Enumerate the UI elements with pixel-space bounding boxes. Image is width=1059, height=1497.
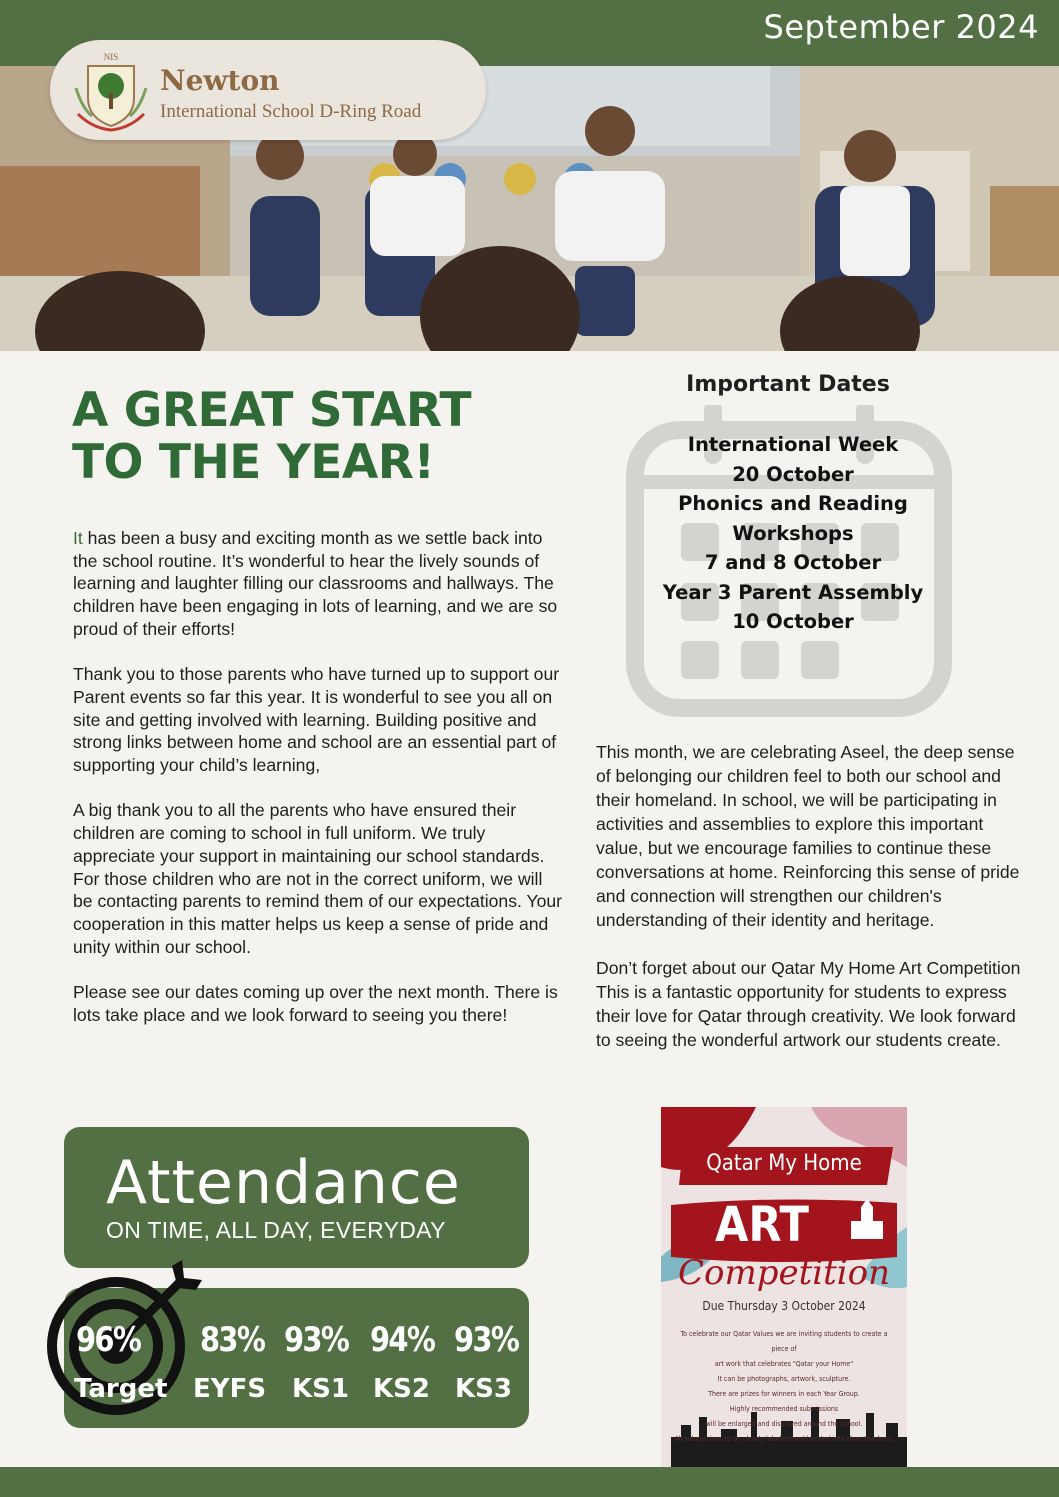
bottom-banner (0, 1467, 1059, 1497)
attendance-value-target: 96% (76, 1320, 141, 1360)
poster-detail-line: Highly recommended submissions (729, 1405, 839, 1413)
date-line: International Week (687, 433, 899, 456)
poster-detail-line: There are prizes for winners in each Year Group. (708, 1390, 860, 1398)
date-line: 20 October (732, 462, 854, 486)
attendance-label-ks1: KS1 (292, 1374, 349, 1404)
poster-title-line-1: Qatar My Home (706, 1151, 862, 1176)
attendance-value-ks3: 93% (454, 1320, 519, 1360)
attendance-value-ks1: 93% (284, 1320, 349, 1360)
date-line: Year 3 Parent Assembly (662, 580, 924, 604)
poster-detail-line: To celebrate our Qatar Values we are inviting students to create a piece of (680, 1330, 888, 1353)
date-line: 10 October (732, 610, 854, 633)
poster-due-date: Due Thursday 3 October 2024 (702, 1299, 866, 1313)
attendance-value-ks2: 94% (370, 1320, 435, 1360)
poster-details (671, 1327, 897, 1447)
poster-title-art: ART (715, 1197, 809, 1253)
attendance-label-eyfs: EYFS (193, 1374, 267, 1404)
intro-paragraph-1-text: has been a busy and exciting month as we settle back into the school routine. It’s wonderful to hear the lively sounds of learning and laughter filling our classrooms and hallways. The children have been engaging in lots of learning, and we are so proud of their efforts! (73, 528, 558, 639)
headline (72, 385, 552, 489)
intro-text (73, 527, 565, 1049)
intro-paragraph-3: A big thank you to all the parents who have ensured their children are coming to school in full uniform. We truly appreciate your support in maintaining our school standards. For those children who are not in the correct uniform, we will be contacting parents to remind them of our expectations. Your cooperation in this matter helps us keep a sense of pride and unity within our school. (73, 800, 563, 957)
poster-detail-line: All submissions to be clearly labelled and handed into class teachers. (674, 1435, 894, 1443)
aseel-paragraph: This month, we are celebrating Aseel, the deep sense of belonging our children feel to both our school and their homeland. In school, we will be participating in activities and assemblies to explore this important value, but we encourage families to continue these conversations at home. Reinforcing this sense of pride and connection will strengthen our children's understanding of their identity and heritage. (596, 742, 1020, 930)
art-competition-poster (661, 1107, 907, 1467)
art-competition-paragraph: Don’t forget about our Qatar My Home Art Competition This is a fantastic opportunity for students to express their love for Qatar through creativity. We look forward to seeing the wonderful artwork our students create. (596, 958, 1021, 1050)
poster-detail-line: It can be photographs, artwork, sculpture. (717, 1375, 851, 1383)
crest-initials: NIS (103, 52, 119, 62)
attendance-title: Attendance (106, 1148, 461, 1218)
poster-detail-line: will be enlarged and displayed around the school. (705, 1420, 863, 1428)
aseel-text (596, 740, 1021, 1076)
attendance-label-ks2: KS2 (373, 1374, 430, 1404)
date-line: Workshops (732, 521, 854, 545)
intro-paragraph-4: Please see our dates coming up over the next month. There is lots take place and we look forward to seeing you there! (73, 982, 558, 1025)
date-line: Phonics and Reading (678, 492, 908, 515)
attendance-label-ks3: KS3 (455, 1374, 512, 1404)
poster-detail-line: art work that celebrates "Qatar your Home" (714, 1360, 854, 1368)
school-subtitle: International School D-Ring Road (160, 101, 422, 122)
attendance-slogan: ON TIME, ALL DAY, EVERYDAY (106, 1217, 446, 1243)
attendance-label-target: Target (74, 1374, 168, 1404)
newsletter-month: September 2024 (763, 8, 1039, 46)
school-name: Newton (160, 64, 280, 97)
important-dates-list (640, 430, 946, 637)
intro-paragraph-1 (73, 527, 565, 641)
attendance-value-eyfs: 83% (200, 1320, 265, 1360)
school-crest-icon (72, 48, 150, 132)
important-dates-title: Important Dates (686, 372, 890, 397)
date-line: 7 and 8 October (704, 551, 882, 574)
headline-line-2: TO THE YEAR! (72, 435, 435, 490)
intro-first-word: It (73, 528, 83, 548)
headline-line-1: A GREAT START (72, 383, 472, 438)
poster-title-competition: Competition (677, 1253, 891, 1293)
intro-paragraph-2: Thank you to those parents who have turned up to support our Parent events so far this year. It is wonderful to see you all on site and getting involved with learning. Building positive and strong links between home and school are an essential part of supporting your child’s learning, (73, 664, 560, 776)
